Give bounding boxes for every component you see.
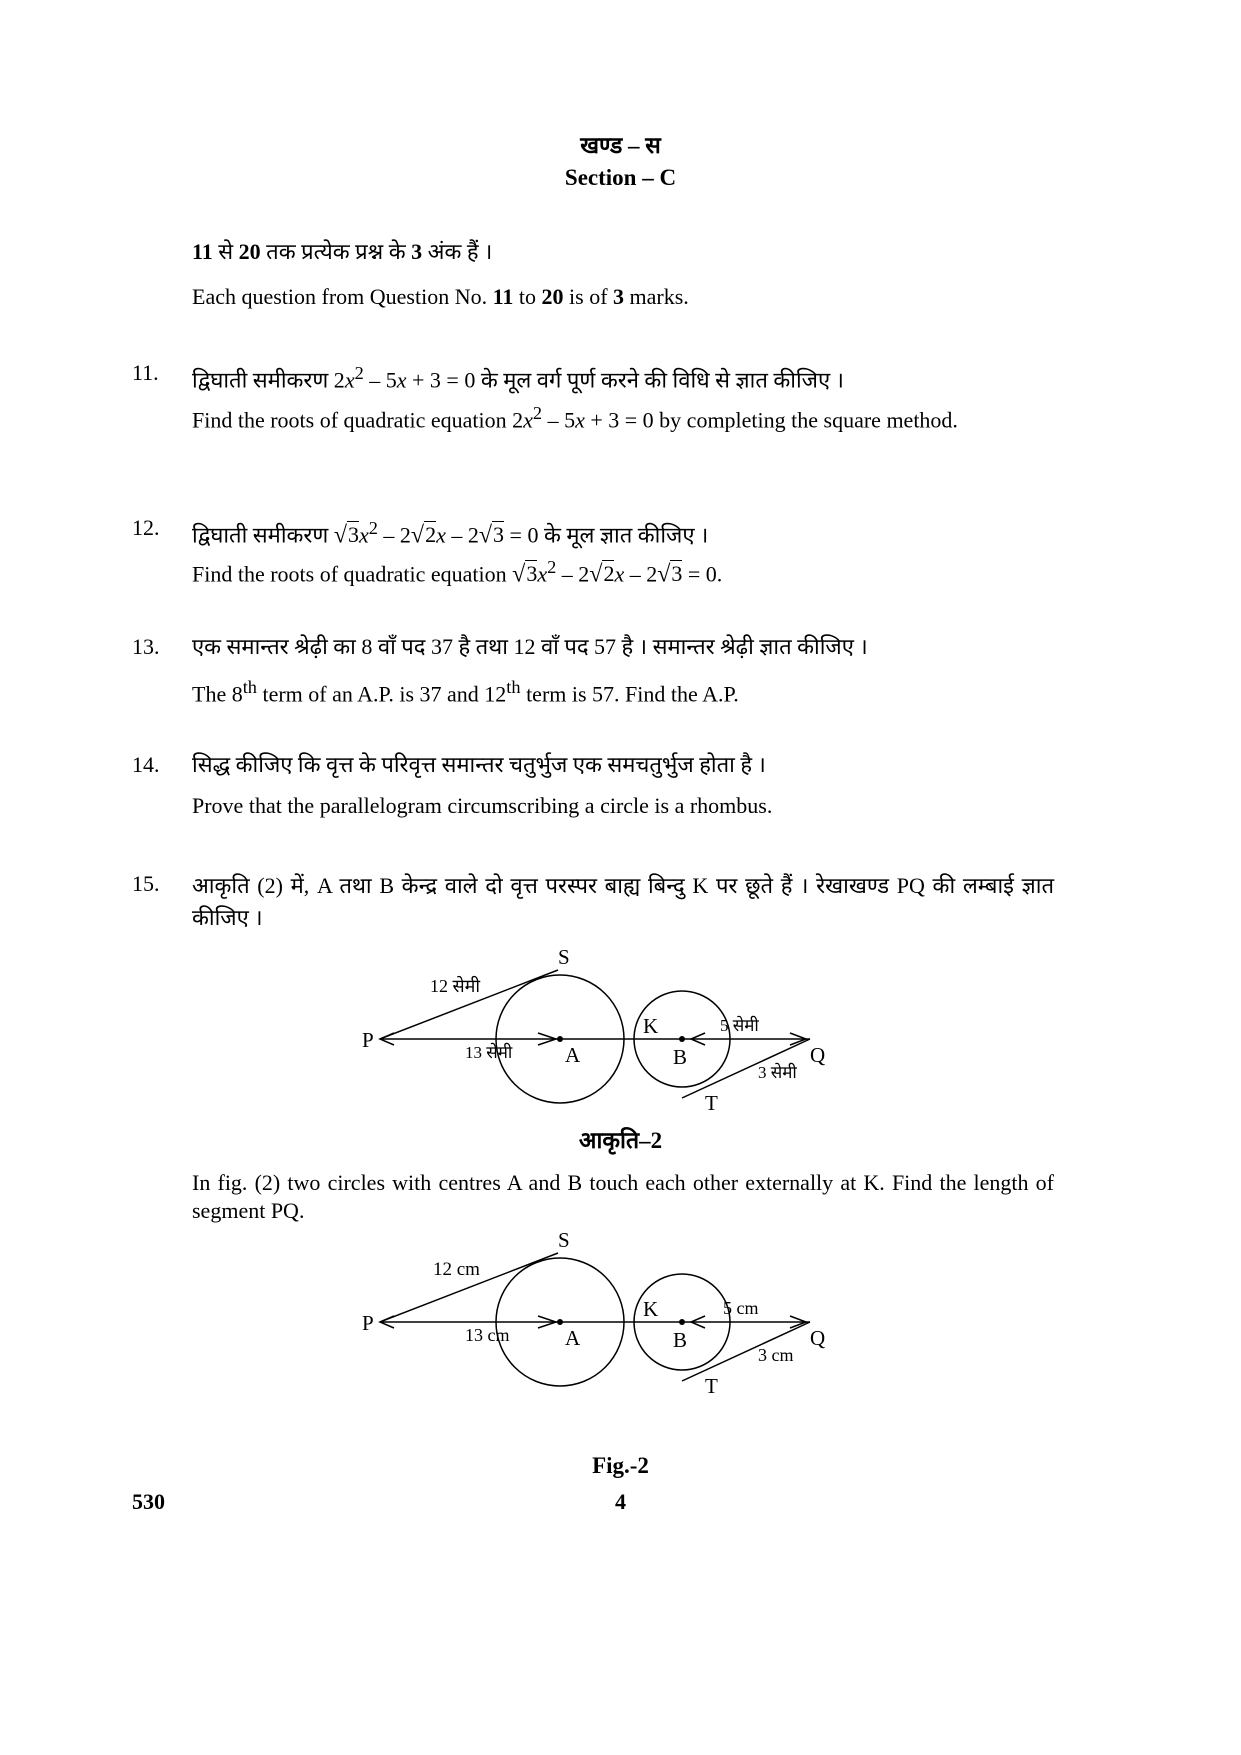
q11-en-x1: x — [523, 407, 533, 433]
q12-hi-t2: – 2 — [377, 522, 411, 548]
q13-en-sup1: th — [242, 677, 257, 697]
q12-hi-sup: 2 — [368, 518, 378, 538]
q12-hi-x1: x — [358, 522, 369, 548]
sqrt-sign: √ — [589, 561, 603, 588]
instr-en-num2: 20 — [541, 284, 564, 309]
question-13-english — [192, 673, 1054, 708]
q13-en-t2: term of an A.P. is 37 and 12 — [256, 681, 507, 707]
section-title-hindi: खण्ड – स — [580, 133, 661, 158]
q12-hi-t1: द्विघाती समीकरण — [192, 522, 334, 548]
instr-hi-num3: 3 — [411, 239, 423, 264]
q13-en-t3: term is 57. Find the A.P. — [520, 681, 739, 707]
q11-hi-x1: x — [344, 367, 355, 393]
question-15-english: In fig. (2) two circles with centres A and B touch each other externally at K. Find the length of segment PQ. — [192, 1170, 1054, 1223]
q12-en-t4: = 0. — [682, 561, 723, 587]
q12-en-x2: x — [614, 561, 625, 587]
sqrt-sign: √ — [333, 522, 347, 549]
label-a: A — [565, 1043, 581, 1067]
label-k: K — [643, 1014, 659, 1038]
figure-caption-hindi: आकृति–2 — [578, 1128, 663, 1153]
label-k: K — [643, 1297, 659, 1321]
label-tq-length: 3 सेमी — [758, 1063, 797, 1082]
q13-en-t1: The 8 — [192, 681, 243, 707]
figure-caption-english: Fig.-2 — [592, 1453, 649, 1478]
center-a-dot — [557, 1036, 563, 1042]
question-14-english: Prove that the parallelogram circumscribing a circle is a rhombus. — [192, 793, 773, 818]
q11-hi-t3: + 3 = 0 के मूल वर्ग पूर्ण करने की विधि से ज्ञात कीजिए । — [406, 367, 845, 393]
q11-en-x2: x — [575, 407, 585, 433]
instr-en-t2: to — [513, 284, 542, 309]
instr-en-num3: 3 — [613, 284, 625, 309]
label-s: S — [558, 945, 570, 969]
instr-hi-t1: से — [212, 239, 239, 264]
label-t: T — [705, 1374, 718, 1398]
q11-hi-t2: – 5 — [363, 367, 397, 393]
figure-2-english — [360, 1223, 840, 1398]
q12-hi-t4: = 0 के मूल ज्ञात कीजिए । — [504, 522, 709, 548]
sqrt-sign: √ — [512, 561, 526, 588]
paper-code: 530 — [132, 1489, 165, 1514]
label-pa-length: 13 सेमी — [465, 1043, 513, 1062]
q12-en-sup: 2 — [547, 557, 557, 577]
q11-hi-sup: 2 — [354, 363, 364, 383]
q12-en-r2: 2 — [603, 561, 615, 587]
question-11-english — [192, 399, 1054, 434]
q11-en-sup: 2 — [532, 403, 543, 423]
instruction-english — [192, 283, 1054, 311]
center-a-dot — [557, 1319, 563, 1325]
center-b-dot — [679, 1319, 685, 1325]
sqrt-sign: √ — [410, 522, 425, 549]
question-13-number: 13. — [132, 634, 160, 659]
q12-en-t3: – 2 — [624, 561, 658, 587]
instr-hi-num2: 20 — [238, 239, 261, 264]
question-11-hindi — [192, 359, 1054, 394]
q12-en-t1: Find the roots of quadratic equation — [192, 561, 513, 587]
sqrt-sign: √ — [657, 561, 671, 588]
question-13-hindi: एक समान्तर श्रेढ़ी का 8 वाँ पद 37 है तथा 12 वाँ पद 57 है । समान्तर श्रेढ़ी ज्ञात कीजिए । — [192, 634, 868, 659]
label-b: B — [673, 1045, 688, 1069]
q11-en-t2: – 5 — [542, 407, 576, 433]
label-bq-length: 5 सेमी — [720, 1016, 759, 1035]
center-b-dot — [679, 1036, 685, 1042]
label-bq-length: 5 cm — [723, 1298, 759, 1318]
question-12-english — [192, 553, 1054, 588]
instr-en-num1: 11 — [492, 284, 514, 309]
question-15-number: 15. — [132, 871, 160, 896]
section-title-english: Section – C — [564, 165, 677, 190]
instr-en-t1: Each question from Question No. — [192, 284, 493, 309]
q12-hi-r1: 3 — [347, 522, 359, 548]
instr-hi-t3: अंक हैं । — [422, 239, 493, 264]
instruction-hindi — [192, 238, 1054, 266]
q12-en-x1: x — [537, 561, 548, 587]
label-p: P — [362, 1028, 374, 1052]
instr-hi-t2: तक प्रत्येक प्रश्न के — [260, 239, 412, 264]
label-b: B — [673, 1328, 688, 1352]
question-14-number: 14. — [132, 752, 160, 777]
q12-en-r3: 3 — [671, 561, 683, 587]
label-t: T — [705, 1091, 718, 1115]
q12-hi-x2: x — [436, 522, 446, 548]
sqrt-sign: √ — [478, 522, 493, 549]
q12-hi-t3: – 2 — [445, 522, 479, 548]
q13-en-sup2: th — [506, 677, 521, 697]
q12-hi-r3: 3 — [493, 522, 505, 548]
q11-en-t1: Find the roots of quadratic equation 2 — [192, 407, 524, 433]
question-12-number: 12. — [132, 515, 160, 540]
instr-en-t3: is of — [563, 284, 614, 309]
q12-en-t2: – 2 — [556, 561, 590, 587]
q12-en-r1: 3 — [526, 561, 538, 587]
q11-hi-x2: x — [396, 367, 407, 393]
q11-en-t3: + 3 = 0 by completing the square method. — [584, 407, 958, 433]
q12-hi-r2: 2 — [425, 522, 437, 548]
label-a: A — [565, 1326, 581, 1350]
label-s: S — [558, 1228, 570, 1252]
q11-hi-t1: द्विघाती समीकरण 2 — [192, 367, 345, 393]
question-12-hindi — [192, 514, 1054, 549]
label-pa-length: 13 cm — [465, 1325, 510, 1345]
question-15-hindi: आकृति (2) में, A तथा B केन्द्र वाले दो वृत्त परस्पर बाह्य बिन्दु K पर छूते हैं । रेखाखण्ड PQ की लम्बाई ज्ञात कीजिए । — [192, 873, 1054, 930]
label-p: P — [362, 1311, 374, 1335]
question-14-hindi: सिद्ध कीजिए कि वृत्त के परिवृत्त समान्तर चतुर्भुज एक समचतुर्भुज होता है । — [192, 752, 766, 777]
figure-2-hindi — [360, 940, 840, 1115]
label-tq-length: 3 cm — [758, 1345, 794, 1365]
label-ps-length: 12 cm — [433, 1259, 480, 1280]
label-ps-length: 12 सेमी — [430, 976, 481, 996]
instr-hi-num1: 11 — [192, 239, 213, 264]
page-number: 4 — [615, 1489, 626, 1514]
label-q: Q — [810, 1043, 826, 1067]
instr-en-t4: marks. — [624, 284, 689, 309]
label-q: Q — [810, 1326, 826, 1350]
question-11-number: 11. — [132, 360, 159, 385]
